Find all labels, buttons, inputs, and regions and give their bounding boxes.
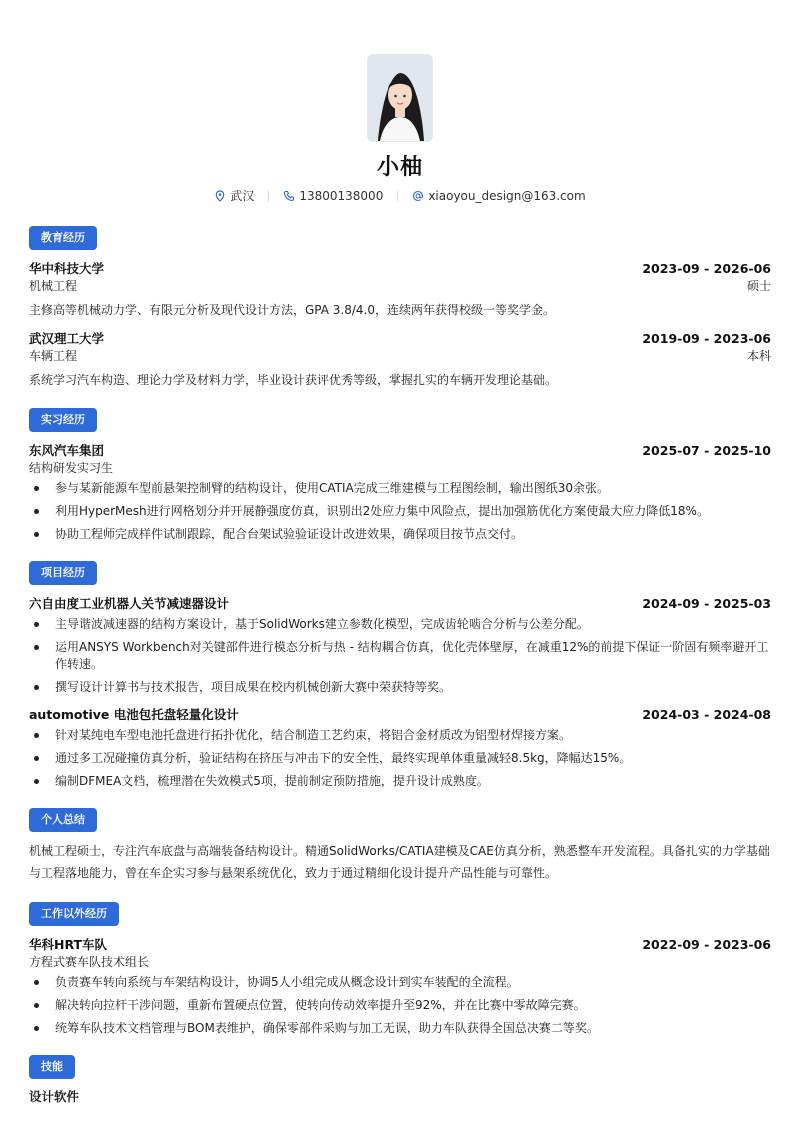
- bullet-list: [29, 480, 771, 543]
- project-name: 六自由度工业机器人关节减速器设计: [29, 596, 230, 611]
- education-entry: [29, 329, 771, 390]
- profile-photo: [367, 54, 433, 142]
- section-title-projects: 项目经历: [29, 561, 97, 585]
- list-item: 协助工程师完成样件试制跟踪，配合台架试验验证设计改进效果，确保项目按节点交付。: [29, 526, 771, 543]
- phone-text: 13800138000: [299, 188, 384, 203]
- contact-location: [214, 187, 254, 204]
- contact-info: [0, 187, 800, 204]
- divider: [268, 190, 269, 202]
- section-title-education: 教育经历: [29, 226, 97, 250]
- team-name: 华科HRT车队: [29, 937, 108, 952]
- divider: [397, 190, 398, 202]
- education-section: [29, 226, 771, 390]
- resume-content: [0, 226, 800, 1105]
- skills-section: [29, 1055, 771, 1105]
- section-title-summary: 个人总结: [29, 808, 97, 832]
- section-title-internship: 实习经历: [29, 408, 97, 432]
- phone-icon: [283, 190, 295, 202]
- degree: 本科: [746, 349, 771, 363]
- location-pin-icon: [214, 190, 226, 202]
- school-name: 华中科技大学: [29, 261, 105, 276]
- list-item: 撰写设计计算书与技术报告，项目成果在校内机械创新大赛中荣获特等奖。: [29, 679, 771, 696]
- date-range: 2024-09 - 2025-03: [642, 596, 771, 611]
- date-range: 2024-03 - 2024-08: [642, 707, 771, 722]
- date-range: 2022-09 - 2023-06: [642, 937, 771, 952]
- summary-text: 机械工程硕士，专注汽车底盘与高端装备结构设计。精通SolidWorks/CATIA建模及CAE仿真分析，熟悉整车开发流程。具备扎实的力学基础与工程落地能力，曾在车企实习参与悬架系统优化，致力于通过精细化设计提升产品性能与可靠性。: [29, 844, 770, 880]
- internship-entry: [29, 441, 771, 543]
- project-entry: [29, 594, 771, 696]
- contact-email[interactable]: [412, 189, 585, 203]
- list-item: 参与某新能源车型前悬架控制臂的结构设计，使用CATIA完成三维建模与工程图绘制，输出图纸30余张。: [29, 480, 771, 497]
- internship-section: [29, 408, 771, 543]
- list-item: 编制DFMEA文档，梳理潜在失效模式5项，提前制定预防措施，提升设计成熟度。: [29, 773, 771, 790]
- list-item: 负责赛车转向系统与车架结构设计，协调5人小组完成从概念设计到实车装配的全流程。: [29, 974, 771, 991]
- location-text: 武汉: [230, 189, 255, 203]
- education-description: 主修高等机械动力学、有限元分析及现代设计方法，GPA 3.8/4.0，连续两年获得校级一等奖学金。: [29, 303, 556, 317]
- contact-phone: [283, 189, 383, 203]
- project-entry: [29, 705, 771, 790]
- candidate-name: 小柚: [376, 155, 423, 180]
- bullet-list: [29, 727, 771, 790]
- section-title-extra: 工作以外经历: [29, 902, 119, 926]
- section-title-skills: 技能: [29, 1055, 75, 1079]
- team-role: 方程式赛车队技术组长: [29, 955, 150, 969]
- date-range: 2023-09 - 2026-06: [642, 261, 771, 276]
- portrait-image: [368, 55, 432, 141]
- extra-entry: [29, 935, 771, 1037]
- major: 车辆工程: [29, 349, 78, 363]
- bullet-list: [29, 974, 771, 1037]
- list-item: 统筹车队技术文档管理与BOM表维护，确保零部件采购与加工无误，助力车队获得全国总决赛二等奖。: [29, 1020, 771, 1037]
- summary-section: [29, 808, 771, 884]
- resume-header: [0, 0, 800, 204]
- major: 机械工程: [29, 279, 78, 293]
- projects-section: [29, 561, 771, 790]
- list-item: 主导谐波减速器的结构方案设计，基于SolidWorks建立参数化模型，完成齿轮啮合分析与公差分配。: [29, 616, 771, 633]
- education-description: 系统学习汽车构造、理论力学及材料力学，毕业设计获评优秀等级，掌握扎实的车辆开发理论基础。: [29, 373, 558, 387]
- list-item: 利用HyperMesh进行网格划分并开展静强度仿真，识别出2处应力集中风险点，提出加强筋优化方案使最大应力降低18%。: [29, 503, 771, 520]
- list-item: 通过多工况碰撞仿真分析，验证结构在挤压与冲击下的安全性，最终实现单体重量减轻8.5kg，降幅达15%。: [29, 750, 771, 767]
- job-role: 结构研发实习生: [29, 461, 114, 475]
- extra-section: [29, 902, 771, 1037]
- at-sign-icon: [412, 190, 424, 202]
- date-range: 2025-07 - 2025-10: [642, 443, 771, 458]
- project-name: automotive 电池包托盘轻量化设计: [29, 707, 239, 722]
- degree: 硕士: [746, 279, 771, 293]
- education-entry: [29, 259, 771, 320]
- company-name: 东风汽车集团: [29, 443, 105, 458]
- list-item: 解决转向拉杆干涉问题，重新布置硬点位置，使转向传动效率提升至92%，并在比赛中零故障完赛。: [29, 997, 771, 1014]
- bullet-list: [29, 616, 771, 696]
- school-name: 武汉理工大学: [29, 331, 105, 346]
- email-text[interactable]: xiaoyou_design@163.com: [428, 188, 586, 203]
- skills-first-line: 设计软件: [29, 1089, 80, 1104]
- list-item: 运用ANSYS Workbench对关键部件进行模态分析与热 - 结构耦合仿真，优化壳体壁厚，在减重12%的前提下保证一阶固有频率避开工作转速。: [29, 639, 771, 673]
- date-range: 2019-09 - 2023-06: [642, 331, 771, 346]
- list-item: 针对某纯电车型电池托盘进行拓扑优化，结合制造工艺约束，将铝合金材质改为铝型材焊接方案。: [29, 727, 771, 744]
